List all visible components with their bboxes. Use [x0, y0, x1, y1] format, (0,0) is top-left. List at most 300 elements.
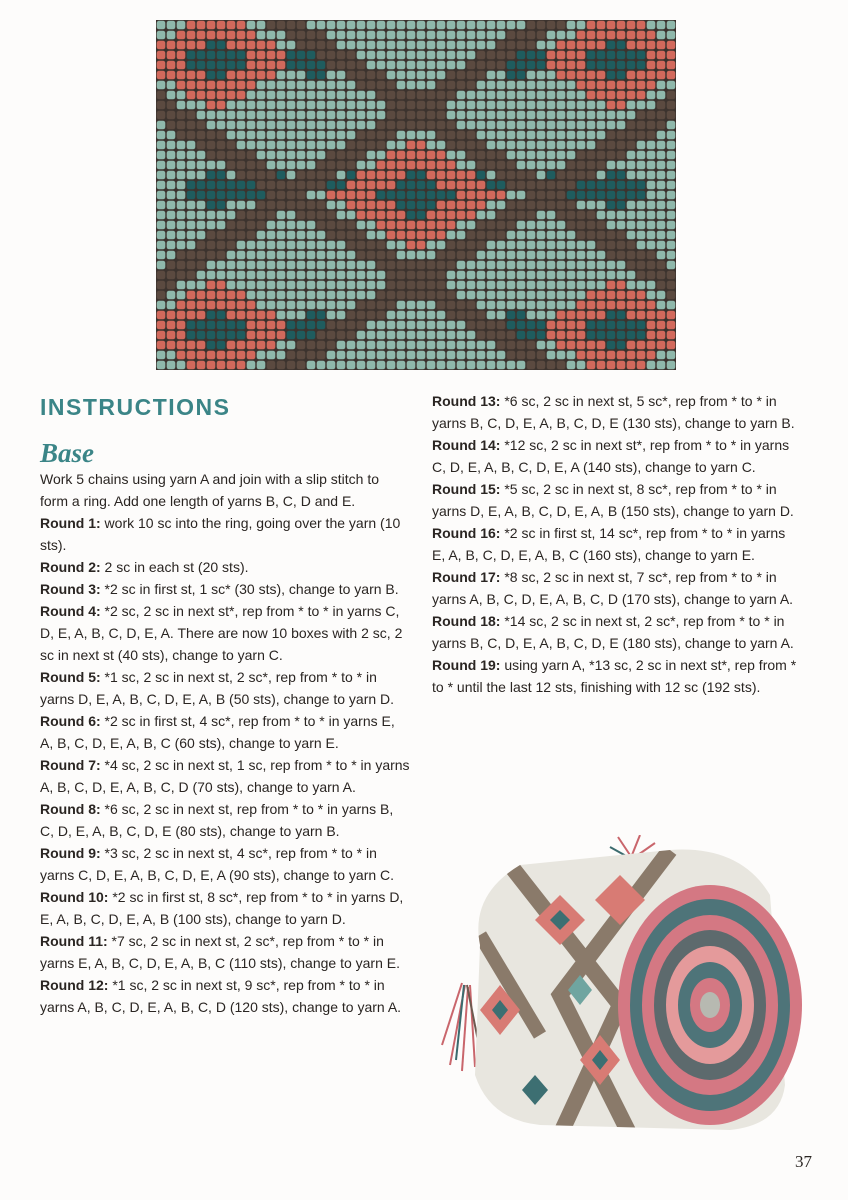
chart-stitch — [347, 251, 356, 260]
chart-stitch — [367, 201, 376, 210]
chart-stitch — [397, 251, 406, 260]
chart-stitch — [497, 111, 506, 120]
chart-stitch — [527, 281, 536, 290]
chart-stitch — [177, 311, 186, 320]
chart-stitch — [407, 261, 416, 270]
chart-stitch — [267, 61, 276, 70]
chart-stitch — [607, 181, 616, 190]
chart-stitch — [217, 351, 226, 360]
chart-stitch — [557, 341, 566, 350]
chart-stitch — [537, 271, 546, 280]
chart-stitch — [617, 331, 626, 340]
chart-stitch — [177, 81, 186, 90]
chart-stitch — [377, 311, 386, 320]
chart-stitch — [557, 51, 566, 60]
chart-stitch — [197, 151, 206, 160]
chart-stitch — [227, 261, 236, 270]
chart-stitch — [457, 331, 466, 340]
chart-stitch — [477, 241, 486, 250]
chart-stitch — [407, 341, 416, 350]
round-instruction — [40, 600, 410, 666]
chart-stitch — [227, 281, 236, 290]
chart-stitch — [337, 201, 346, 210]
chart-stitch — [507, 21, 516, 30]
chart-stitch — [237, 101, 246, 110]
chart-stitch — [497, 41, 506, 50]
chart-stitch — [187, 161, 196, 170]
chart-stitch — [207, 21, 216, 30]
chart-stitch — [387, 341, 396, 350]
chart-stitch — [367, 271, 376, 280]
chart-stitch — [577, 281, 586, 290]
chart-stitch — [267, 71, 276, 80]
chart-stitch — [367, 361, 376, 370]
chart-stitch — [517, 231, 526, 240]
chart-stitch — [347, 241, 356, 250]
round-text: *2 sc in first st, 8 sc*, rep from * to * in yarns D, E, A, B, C, D, E, A, B (100 sts), change to yarn D. — [40, 889, 404, 927]
chart-stitch — [647, 341, 656, 350]
chart-stitch — [527, 111, 536, 120]
chart-stitch — [647, 331, 656, 340]
chart-stitch — [187, 81, 196, 90]
chart-stitch — [537, 341, 546, 350]
chart-stitch — [207, 311, 216, 320]
chart-stitch — [657, 351, 666, 360]
chart-stitch — [567, 251, 576, 260]
chart-stitch — [577, 71, 586, 80]
chart-stitch — [607, 271, 616, 280]
chart-stitch — [417, 261, 426, 270]
chart-stitch — [637, 91, 646, 100]
chart-stitch — [617, 221, 626, 230]
chart-stitch — [187, 181, 196, 190]
chart-stitch — [477, 101, 486, 110]
chart-stitch — [317, 91, 326, 100]
round-label: Round 11: — [40, 933, 108, 949]
chart-stitch — [337, 281, 346, 290]
chart-stitch — [377, 81, 386, 90]
round-text: *1 sc, 2 sc in next st, 2 sc*, rep from * to * in yarns D, E, A, B, C, D, E, A, B (50 sts), change to yarn D. — [40, 669, 395, 707]
chart-stitch — [457, 111, 466, 120]
chart-stitch — [157, 291, 166, 300]
chart-stitch — [437, 341, 446, 350]
chart-stitch — [277, 121, 286, 130]
chart-stitch — [447, 321, 456, 330]
chart-stitch — [617, 361, 626, 370]
chart-stitch — [197, 131, 206, 140]
chart-stitch — [277, 81, 286, 90]
chart-stitch — [177, 271, 186, 280]
chart-stitch — [587, 71, 596, 80]
chart-stitch — [467, 91, 476, 100]
chart-stitch — [537, 71, 546, 80]
chart-stitch — [337, 241, 346, 250]
chart-stitch — [217, 201, 226, 210]
chart-stitch — [367, 121, 376, 130]
chart-stitch — [307, 351, 316, 360]
chart-stitch — [317, 361, 326, 370]
chart-stitch — [267, 21, 276, 30]
chart-stitch — [317, 161, 326, 170]
chart-stitch — [307, 121, 316, 130]
chart-stitch — [357, 261, 366, 270]
chart-stitch — [427, 341, 436, 350]
round-instruction — [40, 578, 410, 600]
chart-stitch — [267, 171, 276, 180]
round-instruction — [432, 522, 802, 566]
chart-stitch — [397, 41, 406, 50]
chart-stitch — [547, 41, 556, 50]
chart-stitch — [617, 281, 626, 290]
chart-stitch — [277, 361, 286, 370]
chart-stitch — [327, 341, 336, 350]
chart-stitch — [397, 51, 406, 60]
chart-stitch — [657, 111, 666, 120]
chart-stitch — [547, 351, 556, 360]
chart-stitch — [187, 231, 196, 240]
chart-stitch — [527, 81, 536, 90]
chart-stitch — [267, 361, 276, 370]
chart-stitch — [227, 191, 236, 200]
chart-stitch — [557, 101, 566, 110]
chart-stitch — [567, 331, 576, 340]
chart-stitch — [357, 351, 366, 360]
chart-stitch — [647, 311, 656, 320]
chart-stitch — [537, 201, 546, 210]
chart-stitch — [257, 291, 266, 300]
chart-stitch — [297, 241, 306, 250]
chart-stitch — [427, 91, 436, 100]
chart-stitch — [467, 161, 476, 170]
round-instruction — [432, 654, 802, 698]
chart-stitch — [307, 151, 316, 160]
chart-stitch — [237, 61, 246, 70]
chart-stitch — [197, 81, 206, 90]
chart-stitch — [617, 341, 626, 350]
chart-stitch — [617, 181, 626, 190]
chart-stitch — [357, 251, 366, 260]
chart-stitch — [257, 241, 266, 250]
chart-stitch — [587, 81, 596, 90]
chart-stitch — [327, 131, 336, 140]
chart-stitch — [237, 41, 246, 50]
chart-stitch — [257, 111, 266, 120]
chart-stitch — [637, 41, 646, 50]
chart-stitch — [447, 211, 456, 220]
chart-stitch — [567, 361, 576, 370]
chart-stitch — [607, 161, 616, 170]
chart-stitch — [377, 231, 386, 240]
chart-stitch — [197, 61, 206, 70]
chart-stitch — [197, 101, 206, 110]
chart-stitch — [607, 331, 616, 340]
chart-stitch — [547, 251, 556, 260]
chart-stitch — [417, 331, 426, 340]
chart-stitch — [277, 151, 286, 160]
chart-stitch — [307, 171, 316, 180]
chart-stitch — [597, 141, 606, 150]
chart-stitch — [237, 331, 246, 340]
chart-stitch — [607, 281, 616, 290]
chart-stitch — [357, 121, 366, 130]
chart-stitch — [317, 321, 326, 330]
round-label: Round 17: — [432, 569, 501, 585]
chart-stitch — [537, 81, 546, 90]
chart-stitch — [167, 271, 176, 280]
chart-stitch — [537, 331, 546, 340]
chart-stitch — [307, 91, 316, 100]
chart-stitch — [577, 101, 586, 110]
chart-stitch — [597, 131, 606, 140]
chart-stitch — [427, 251, 436, 260]
chart-stitch — [267, 41, 276, 50]
chart-stitch — [587, 191, 596, 200]
chart-stitch — [347, 291, 356, 300]
round-text: work 10 sc into the ring, going over the yarn (10 sts). — [40, 515, 401, 553]
chart-stitch — [277, 261, 286, 270]
chart-stitch — [467, 261, 476, 270]
chart-stitch — [547, 261, 556, 270]
chart-stitch — [447, 151, 456, 160]
chart-stitch — [437, 51, 446, 60]
chart-stitch — [307, 361, 316, 370]
chart-stitch — [357, 201, 366, 210]
chart-stitch — [347, 91, 356, 100]
chart-stitch — [197, 211, 206, 220]
chart-stitch — [647, 101, 656, 110]
chart-stitch — [407, 311, 416, 320]
chart-stitch — [537, 301, 546, 310]
chart-stitch — [197, 301, 206, 310]
chart-stitch — [297, 101, 306, 110]
chart-stitch — [487, 301, 496, 310]
chart-stitch — [187, 271, 196, 280]
chart-stitch — [367, 141, 376, 150]
round-instruction — [40, 886, 410, 930]
chart-stitch — [347, 161, 356, 170]
chart-stitch — [327, 71, 336, 80]
chart-stitch — [417, 71, 426, 80]
chart-stitch — [307, 291, 316, 300]
chart-stitch — [427, 351, 436, 360]
round-label: Round 6: — [40, 713, 101, 729]
chart-stitch — [157, 171, 166, 180]
chart-stitch — [647, 251, 656, 260]
chart-stitch — [417, 361, 426, 370]
round-label: Round 8: — [40, 801, 101, 817]
chart-stitch — [467, 71, 476, 80]
chart-stitch — [567, 141, 576, 150]
chart-stitch — [487, 251, 496, 260]
chart-stitch — [637, 151, 646, 160]
chart-stitch — [257, 61, 266, 70]
chart-stitch — [167, 301, 176, 310]
chart-stitch — [397, 141, 406, 150]
chart-stitch — [597, 171, 606, 180]
chart-stitch — [527, 251, 536, 260]
chart-stitch — [577, 291, 586, 300]
chart-stitch — [507, 231, 516, 240]
chart-stitch — [367, 281, 376, 290]
round-text: *2 sc in first st, 4 sc*, rep from * to * in yarns E, A, B, C, D, E, A, B, C (60 sts), change to yarn E. — [40, 713, 395, 751]
round-instruction — [40, 798, 410, 842]
chart-stitch — [537, 281, 546, 290]
chart-stitch — [437, 161, 446, 170]
chart-stitch — [617, 131, 626, 140]
chart-grid — [156, 20, 676, 370]
chart-stitch — [267, 121, 276, 130]
chart-stitch — [657, 281, 666, 290]
chart-stitch — [327, 81, 336, 90]
chart-stitch — [257, 361, 266, 370]
chart-stitch — [577, 81, 586, 90]
chart-stitch — [327, 251, 336, 260]
round-text: 2 sc in each st (20 sts). — [100, 559, 249, 575]
chart-stitch — [367, 181, 376, 190]
chart-stitch — [627, 91, 636, 100]
chart-stitch — [237, 171, 246, 180]
chart-stitch — [537, 161, 546, 170]
chart-stitch — [247, 341, 256, 350]
chart-stitch — [467, 361, 476, 370]
chart-stitch — [527, 221, 536, 230]
chart-stitch — [367, 91, 376, 100]
chart-stitch — [267, 281, 276, 290]
chart-stitch — [177, 111, 186, 120]
chart-stitch — [567, 181, 576, 190]
chart-stitch — [367, 111, 376, 120]
chart-stitch — [567, 231, 576, 240]
chart-stitch — [407, 121, 416, 130]
chart-stitch — [577, 121, 586, 130]
chart-stitch — [337, 271, 346, 280]
chart-stitch — [317, 61, 326, 70]
chart-stitch — [477, 301, 486, 310]
chart-stitch — [497, 251, 506, 260]
chart-stitch — [507, 211, 516, 220]
chart-stitch — [467, 281, 476, 290]
chart-stitch — [497, 51, 506, 60]
chart-stitch — [237, 91, 246, 100]
chart-stitch — [577, 161, 586, 170]
chart-stitch — [557, 91, 566, 100]
chart-stitch — [317, 71, 326, 80]
chart-stitch — [487, 291, 496, 300]
chart-stitch — [437, 331, 446, 340]
chart-stitch — [397, 111, 406, 120]
chart-stitch — [387, 161, 396, 170]
chart-stitch — [617, 351, 626, 360]
chart-stitch — [537, 151, 546, 160]
chart-stitch — [257, 41, 266, 50]
chart-stitch — [537, 31, 546, 40]
chart-stitch — [487, 241, 496, 250]
chart-stitch — [557, 81, 566, 90]
chart-stitch — [597, 71, 606, 80]
chart-stitch — [337, 61, 346, 70]
chart-stitch — [287, 201, 296, 210]
chart-stitch — [327, 191, 336, 200]
chart-stitch — [447, 361, 456, 370]
chart-stitch — [257, 331, 266, 340]
chart-stitch — [557, 41, 566, 50]
chart-stitch — [507, 351, 516, 360]
chart-stitch — [557, 111, 566, 120]
chart-stitch — [387, 331, 396, 340]
chart-stitch — [197, 311, 206, 320]
chart-stitch — [597, 301, 606, 310]
chart-stitch — [607, 361, 616, 370]
chart-stitch — [487, 101, 496, 110]
chart-stitch — [607, 111, 616, 120]
chart-stitch — [507, 111, 516, 120]
chart-stitch — [427, 361, 436, 370]
chart-stitch — [197, 51, 206, 60]
chart-stitch — [327, 351, 336, 360]
chart-stitch — [567, 301, 576, 310]
chart-stitch — [467, 81, 476, 90]
chart-stitch — [627, 41, 636, 50]
chart-stitch — [217, 181, 226, 190]
chart-stitch — [597, 261, 606, 270]
chart-stitch — [327, 361, 336, 370]
chart-stitch — [177, 341, 186, 350]
chart-stitch — [537, 361, 546, 370]
chart-stitch — [397, 271, 406, 280]
chart-stitch — [457, 281, 466, 290]
chart-stitch — [507, 161, 516, 170]
round-label: Round 10: — [40, 889, 109, 905]
chart-stitch — [427, 51, 436, 60]
chart-stitch — [337, 351, 346, 360]
chart-stitch — [447, 121, 456, 130]
chart-stitch — [277, 231, 286, 240]
chart-stitch — [337, 131, 346, 140]
chart-stitch — [277, 31, 286, 40]
chart-stitch — [157, 41, 166, 50]
chart-stitch — [577, 151, 586, 160]
chart-stitch — [507, 51, 516, 60]
chart-stitch — [657, 311, 666, 320]
chart-stitch — [287, 181, 296, 190]
chart-stitch — [647, 21, 656, 30]
chart-stitch — [487, 331, 496, 340]
chart-stitch — [177, 351, 186, 360]
chart-stitch — [627, 241, 636, 250]
chart-stitch — [457, 291, 466, 300]
chart-stitch — [467, 191, 476, 200]
chart-stitch — [187, 251, 196, 260]
chart-stitch — [527, 181, 536, 190]
chart-stitch — [427, 71, 436, 80]
chart-stitch — [327, 31, 336, 40]
chart-stitch — [547, 311, 556, 320]
chart-stitch — [387, 51, 396, 60]
chart-stitch — [377, 121, 386, 130]
chart-stitch — [627, 51, 636, 60]
chart-stitch — [227, 321, 236, 330]
chart-stitch — [467, 351, 476, 360]
chart-stitch — [477, 331, 486, 340]
chart-stitch — [217, 301, 226, 310]
chart-stitch — [537, 121, 546, 130]
chart-stitch — [487, 271, 496, 280]
chart-stitch — [167, 121, 176, 130]
chart-stitch — [577, 301, 586, 310]
chart-stitch — [297, 281, 306, 290]
chart-stitch — [487, 231, 496, 240]
chart-stitch — [627, 121, 636, 130]
